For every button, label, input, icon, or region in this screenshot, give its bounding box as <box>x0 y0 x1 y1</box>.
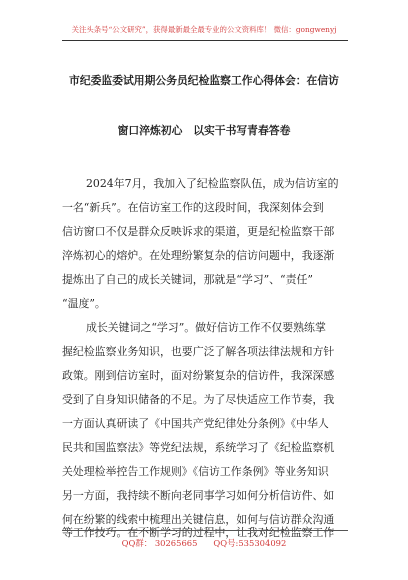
body-line: 等工作技巧。在不断学习的过程中，让我对纪检监察工作 <box>62 526 335 539</box>
body-line: 另一方面，我持续不断向老同事学习如何分析信访件、如 <box>62 489 335 502</box>
footer-contact: QQ群： 30265665 QQ号:535304092 <box>121 538 287 548</box>
body-line: 一名“新兵”。在信访室工作的这段时间，我深刻体会到 <box>62 201 324 214</box>
body-line: 一方面认真研读了《中国共产党纪律处分条例》《中华人 <box>62 417 329 430</box>
document-title-line-2: 窗口淬炼初心 以实干书写青春答卷 <box>117 124 291 137</box>
body-line: 政策。刚到信访室时，面对纷繁复杂的信访件，我深深感 <box>62 369 335 382</box>
body-line: 关处理检举控告工作规则》《信访工作条例》等业务知识 <box>62 465 329 478</box>
body-line: 受到了自身知识储备的不足。为了尽快适应工作节奏，我 <box>62 393 335 406</box>
body-line: 淬炼初心的熔炉。在处理纷繁复杂的信访问题中，我逐渐 <box>62 249 335 262</box>
body-line: 2024年7月，我加入了纪检监察队伍，成为信访室的 <box>86 177 339 190</box>
header-note: 关注头条号“公文研究”，获得最新最全最专业的公文资料库！ 微信：gongwenyj <box>71 25 337 34</box>
body-line: 握纪检监察业务知识，也要广泛了解各项法律法规和方针 <box>62 345 335 358</box>
body-line: 民共和国监察法》等党纪法规，系统学习了《纪检监察机 <box>62 441 335 454</box>
header-divider <box>62 40 348 41</box>
footer-divider <box>62 530 348 531</box>
body-line: 何在纷繁的线索中梳理出关键信息，如何与信访群众沟通 <box>62 513 335 526</box>
body-line: “温度”。 <box>62 297 106 310</box>
body-line: 信访窗口不仅是群众反映诉求的渠道，更是纪检监察干部 <box>62 225 335 238</box>
body-line: 提炼出了自己的成长关键词，那就是“学习”、“责任” <box>62 273 313 286</box>
body-line: 成长关键词之“学习”。做好信访工作不仅要熟练掌 <box>86 321 326 334</box>
document-title-line-1: 市纪委监委试用期公务员纪检监察工作心得体会：在信访 <box>69 74 339 87</box>
